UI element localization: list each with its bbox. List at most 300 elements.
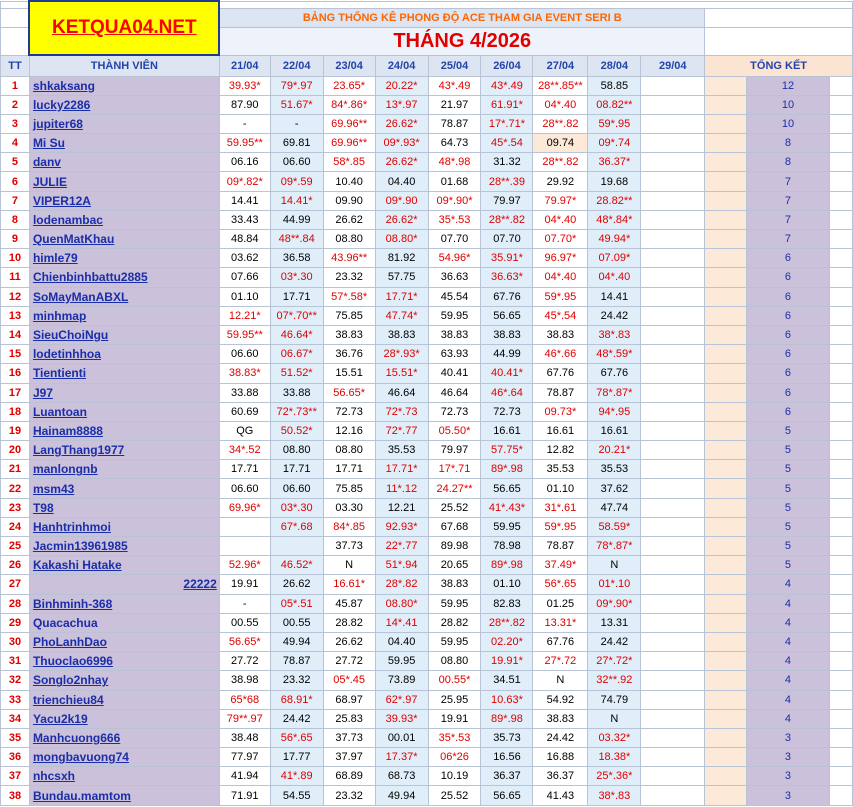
score-cell[interactable]: 26.62* xyxy=(375,153,428,172)
score-cell[interactable]: 00.01 xyxy=(375,728,428,747)
total-count[interactable]: 6 xyxy=(747,345,830,364)
total-spacer[interactable] xyxy=(705,249,747,268)
total-spacer[interactable] xyxy=(705,537,747,556)
member-name[interactable]: Chienbinhbattu2885 xyxy=(29,268,219,287)
total-count[interactable]: 8 xyxy=(747,153,830,172)
score-cell[interactable]: 21.97 xyxy=(428,95,481,114)
grid-cell[interactable] xyxy=(829,537,852,556)
score-cell[interactable]: 48.84 xyxy=(219,230,270,249)
score-cell[interactable] xyxy=(641,210,705,229)
score-cell[interactable]: 46.64 xyxy=(428,383,481,402)
score-cell[interactable]: 16.61 xyxy=(481,421,533,440)
score-cell[interactable]: 17.71 xyxy=(219,460,270,479)
score-cell[interactable]: 28**.85** xyxy=(533,76,588,95)
total-count[interactable]: 5 xyxy=(747,479,830,498)
total-spacer[interactable] xyxy=(705,556,747,575)
row-number[interactable]: 24 xyxy=(1,517,30,536)
member-name[interactable]: danv xyxy=(29,153,219,172)
member-name[interactable]: minhmap xyxy=(29,306,219,325)
row-number[interactable]: 13 xyxy=(1,306,30,325)
score-cell[interactable]: 04*.40 xyxy=(533,95,588,114)
row-number[interactable]: 22 xyxy=(1,479,30,498)
total-spacer[interactable] xyxy=(705,594,747,613)
row-number[interactable]: 2 xyxy=(1,95,30,114)
member-name[interactable]: LangThang1977 xyxy=(29,441,219,460)
score-cell[interactable]: 41*.89 xyxy=(270,767,323,786)
score-cell[interactable]: 60.69 xyxy=(219,402,270,421)
score-cell[interactable]: 61.91* xyxy=(481,95,533,114)
score-cell[interactable]: 20.22* xyxy=(375,76,428,95)
score-cell[interactable]: 72*.77 xyxy=(375,421,428,440)
member-name[interactable]: trienchieu84 xyxy=(29,690,219,709)
score-cell[interactable]: 24.42 xyxy=(270,709,323,728)
score-cell[interactable] xyxy=(641,517,705,536)
score-cell[interactable]: 04*.40 xyxy=(533,210,588,229)
score-cell[interactable]: 28**.82 xyxy=(481,210,533,229)
row-number[interactable]: 34 xyxy=(1,709,30,728)
total-count[interactable]: 7 xyxy=(747,210,830,229)
grid-cell[interactable] xyxy=(829,728,852,747)
total-spacer[interactable] xyxy=(705,748,747,767)
score-cell[interactable]: 38.83 xyxy=(481,325,533,344)
total-spacer[interactable] xyxy=(705,134,747,153)
score-cell[interactable] xyxy=(641,268,705,287)
score-cell[interactable]: N xyxy=(323,556,375,575)
score-cell[interactable] xyxy=(641,230,705,249)
score-cell[interactable] xyxy=(641,153,705,172)
total-spacer[interactable] xyxy=(705,767,747,786)
grid-cell[interactable] xyxy=(829,632,852,651)
score-cell[interactable] xyxy=(641,345,705,364)
total-spacer[interactable] xyxy=(705,728,747,747)
row-number[interactable]: 37 xyxy=(1,767,30,786)
score-cell[interactable]: 54.55 xyxy=(270,786,323,805)
score-cell[interactable]: 26.62* xyxy=(375,210,428,229)
total-spacer[interactable] xyxy=(705,345,747,364)
score-cell[interactable]: 06.60 xyxy=(219,479,270,498)
score-cell[interactable]: 43.96** xyxy=(323,249,375,268)
total-spacer[interactable] xyxy=(705,498,747,517)
score-cell[interactable]: 79.97* xyxy=(533,191,588,210)
row-number[interactable]: 7 xyxy=(1,191,30,210)
total-count[interactable]: 5 xyxy=(747,556,830,575)
total-count[interactable]: 4 xyxy=(747,709,830,728)
score-cell[interactable]: 67.68 xyxy=(428,517,481,536)
score-cell[interactable]: - xyxy=(219,594,270,613)
score-cell[interactable]: 39.93* xyxy=(375,709,428,728)
score-cell[interactable]: 51*.94 xyxy=(375,556,428,575)
grid-cell[interactable] xyxy=(829,479,852,498)
member-name[interactable]: Luantoan xyxy=(29,402,219,421)
member-name[interactable]: lucky2286 xyxy=(29,95,219,114)
score-cell[interactable]: 59.95 xyxy=(481,517,533,536)
grid-cell[interactable] xyxy=(829,460,852,479)
score-cell[interactable] xyxy=(641,498,705,517)
score-cell[interactable] xyxy=(641,556,705,575)
row-number[interactable]: 33 xyxy=(1,690,30,709)
score-cell[interactable]: 09.73* xyxy=(533,402,588,421)
score-cell[interactable]: 19.91* xyxy=(481,652,533,671)
score-cell[interactable]: 12.82 xyxy=(533,441,588,460)
score-cell[interactable] xyxy=(219,517,270,536)
total-count[interactable]: 8 xyxy=(747,134,830,153)
score-cell[interactable]: 16.61* xyxy=(323,575,375,594)
member-name[interactable]: Thuoclao6996 xyxy=(29,652,219,671)
score-cell[interactable]: 09.74 xyxy=(533,134,588,153)
total-spacer[interactable] xyxy=(705,287,747,306)
total-count[interactable]: 4 xyxy=(747,632,830,651)
score-cell[interactable]: 35*.53 xyxy=(428,728,481,747)
score-cell[interactable]: 10.19 xyxy=(428,767,481,786)
score-cell[interactable]: 48*.59* xyxy=(588,345,641,364)
score-cell[interactable]: 09*.93* xyxy=(375,134,428,153)
row-number[interactable]: 10 xyxy=(1,249,30,268)
score-cell[interactable]: 20.21* xyxy=(588,441,641,460)
score-cell[interactable] xyxy=(641,652,705,671)
score-cell[interactable]: 79.97 xyxy=(481,191,533,210)
score-cell[interactable]: 56.65 xyxy=(481,306,533,325)
member-name[interactable]: 22222 xyxy=(29,575,219,594)
row-number[interactable]: 12 xyxy=(1,287,30,306)
score-cell[interactable]: 03*.30 xyxy=(270,498,323,517)
score-cell[interactable]: 79**.97 xyxy=(219,709,270,728)
header-date-5[interactable]: 26/04 xyxy=(481,55,533,76)
grid-cell[interactable] xyxy=(705,27,853,55)
score-cell[interactable]: 36.63* xyxy=(481,268,533,287)
score-cell[interactable]: 59*.95 xyxy=(588,114,641,133)
score-cell[interactable]: 64.73 xyxy=(428,134,481,153)
score-cell[interactable]: 67.76 xyxy=(533,632,588,651)
score-cell[interactable]: 28**.82 xyxy=(533,153,588,172)
score-cell[interactable]: 33.88 xyxy=(219,383,270,402)
total-count[interactable]: 4 xyxy=(747,575,830,594)
score-cell[interactable]: 89*.98 xyxy=(481,709,533,728)
score-cell[interactable]: 09*.74 xyxy=(588,134,641,153)
total-spacer[interactable] xyxy=(705,230,747,249)
row-number[interactable]: 9 xyxy=(1,230,30,249)
score-cell[interactable]: 31.32 xyxy=(481,153,533,172)
score-cell[interactable] xyxy=(641,460,705,479)
row-number[interactable]: 29 xyxy=(1,613,30,632)
grid-cell[interactable] xyxy=(829,767,852,786)
row-number[interactable]: 21 xyxy=(1,460,30,479)
score-cell[interactable] xyxy=(641,690,705,709)
score-cell[interactable]: 56.65* xyxy=(323,383,375,402)
score-cell[interactable]: 09*.90 xyxy=(375,191,428,210)
score-cell[interactable]: 59.95** xyxy=(219,325,270,344)
score-cell[interactable]: 72*.73** xyxy=(270,402,323,421)
score-cell[interactable]: 10.63* xyxy=(481,690,533,709)
grid-cell[interactable] xyxy=(829,306,852,325)
score-cell[interactable]: 68.73 xyxy=(375,767,428,786)
member-name[interactable]: QuenMatKhau xyxy=(29,230,219,249)
grid-cell[interactable] xyxy=(829,191,852,210)
score-cell[interactable]: 04*.40 xyxy=(533,268,588,287)
score-cell[interactable]: 38.83 xyxy=(533,325,588,344)
score-cell[interactable]: 48*.98 xyxy=(428,153,481,172)
score-cell[interactable]: 78*.87* xyxy=(588,383,641,402)
member-name[interactable]: Songlo2nhay xyxy=(29,671,219,690)
score-cell[interactable] xyxy=(641,249,705,268)
score-cell[interactable]: 68.89 xyxy=(323,767,375,786)
score-cell[interactable]: 19.91 xyxy=(428,709,481,728)
score-cell[interactable] xyxy=(641,191,705,210)
total-count[interactable]: 5 xyxy=(747,498,830,517)
score-cell[interactable]: 46*.64 xyxy=(481,383,533,402)
score-cell[interactable] xyxy=(641,364,705,383)
score-cell[interactable]: 69.81 xyxy=(270,134,323,153)
score-cell[interactable]: 92.93* xyxy=(375,517,428,536)
total-spacer[interactable] xyxy=(705,268,747,287)
member-name[interactable]: Hainam8888 xyxy=(29,421,219,440)
score-cell[interactable]: QG xyxy=(219,421,270,440)
row-number[interactable]: 19 xyxy=(1,421,30,440)
score-cell[interactable]: 33.88 xyxy=(270,383,323,402)
total-count[interactable]: 4 xyxy=(747,671,830,690)
score-cell[interactable]: 17.77 xyxy=(270,748,323,767)
header-total[interactable]: TỔNG KẾT xyxy=(705,55,853,76)
score-cell[interactable]: 78.87 xyxy=(428,114,481,133)
score-cell[interactable]: 81.92 xyxy=(375,249,428,268)
score-cell[interactable]: 01.25 xyxy=(533,594,588,613)
score-cell[interactable]: 38.83 xyxy=(428,575,481,594)
score-cell[interactable]: 23.32 xyxy=(270,671,323,690)
score-cell[interactable]: 17.71* xyxy=(375,287,428,306)
score-cell[interactable] xyxy=(641,767,705,786)
score-cell[interactable]: 48**.84 xyxy=(270,230,323,249)
score-cell[interactable]: 28*.82 xyxy=(375,575,428,594)
score-cell[interactable]: 56.65 xyxy=(481,479,533,498)
row-number[interactable]: 3 xyxy=(1,114,30,133)
score-cell[interactable]: 22*.77 xyxy=(375,537,428,556)
member-name[interactable]: Tientienti xyxy=(29,364,219,383)
score-cell[interactable]: 35.73 xyxy=(481,728,533,747)
score-cell[interactable]: 13.31 xyxy=(588,613,641,632)
grid-cell[interactable] xyxy=(829,652,852,671)
member-name[interactable]: lodetinhhoa xyxy=(29,345,219,364)
grid-cell[interactable] xyxy=(829,441,852,460)
score-cell[interactable] xyxy=(641,594,705,613)
score-cell[interactable]: 07.70 xyxy=(481,230,533,249)
total-spacer[interactable] xyxy=(705,786,747,805)
header-date-8[interactable]: 29/04 xyxy=(641,55,705,76)
row-number[interactable]: 28 xyxy=(1,594,30,613)
score-cell[interactable]: 06.67* xyxy=(270,345,323,364)
member-name[interactable]: JULIE xyxy=(29,172,219,191)
score-cell[interactable]: 50.52* xyxy=(270,421,323,440)
score-cell[interactable]: 47.74* xyxy=(375,306,428,325)
score-cell[interactable]: 38.83 xyxy=(533,709,588,728)
score-cell[interactable]: 19.91 xyxy=(219,575,270,594)
score-cell[interactable]: 68.97 xyxy=(323,690,375,709)
score-cell[interactable]: 23.32 xyxy=(323,268,375,287)
total-count[interactable]: 7 xyxy=(747,191,830,210)
score-cell[interactable]: 46*.66 xyxy=(533,345,588,364)
score-cell[interactable]: 72.73 xyxy=(323,402,375,421)
score-cell[interactable]: 84*.85 xyxy=(323,517,375,536)
total-count[interactable]: 4 xyxy=(747,613,830,632)
score-cell[interactable]: 13.31* xyxy=(533,613,588,632)
score-cell[interactable]: 69.96* xyxy=(219,498,270,517)
row-number[interactable]: 11 xyxy=(1,268,30,287)
score-cell[interactable]: 36.63 xyxy=(428,268,481,287)
score-cell[interactable]: 02.20* xyxy=(481,632,533,651)
total-spacer[interactable] xyxy=(705,517,747,536)
grid-cell[interactable] xyxy=(829,690,852,709)
member-name[interactable]: jupiter68 xyxy=(29,114,219,133)
score-cell[interactable] xyxy=(641,613,705,632)
score-cell[interactable]: 28**.39 xyxy=(481,172,533,191)
member-name[interactable]: lodenambac xyxy=(29,210,219,229)
grid-cell[interactable] xyxy=(829,517,852,536)
grid-cell[interactable] xyxy=(829,671,852,690)
grid-cell[interactable] xyxy=(829,498,852,517)
member-name[interactable]: Manhcuong666 xyxy=(29,728,219,747)
score-cell[interactable]: 03.62 xyxy=(219,249,270,268)
total-spacer[interactable] xyxy=(705,632,747,651)
score-cell[interactable]: 04.40 xyxy=(375,632,428,651)
score-cell[interactable]: 58.85 xyxy=(588,76,641,95)
row-number[interactable]: 5 xyxy=(1,153,30,172)
total-spacer[interactable] xyxy=(705,325,747,344)
score-cell[interactable] xyxy=(641,134,705,153)
score-cell[interactable]: 73.89 xyxy=(375,671,428,690)
score-cell[interactable]: 03.32* xyxy=(588,728,641,747)
score-cell[interactable] xyxy=(641,671,705,690)
score-cell[interactable]: 67.76 xyxy=(588,364,641,383)
score-cell[interactable]: 44.99 xyxy=(481,345,533,364)
score-cell[interactable]: 79.97 xyxy=(428,441,481,460)
score-cell[interactable]: 15.51 xyxy=(323,364,375,383)
header-date-2[interactable]: 23/04 xyxy=(323,55,375,76)
total-count[interactable]: 7 xyxy=(747,230,830,249)
total-spacer[interactable] xyxy=(705,652,747,671)
score-cell[interactable]: 71.91 xyxy=(219,786,270,805)
score-cell[interactable]: N xyxy=(533,671,588,690)
total-count[interactable]: 10 xyxy=(747,114,830,133)
score-cell[interactable]: 23.65* xyxy=(323,76,375,95)
header-date-6[interactable]: 27/04 xyxy=(533,55,588,76)
score-cell[interactable]: 27.72 xyxy=(323,652,375,671)
score-cell[interactable]: 08.82** xyxy=(588,95,641,114)
score-cell[interactable]: 84*.86* xyxy=(323,95,375,114)
score-cell[interactable]: 17.71* xyxy=(375,460,428,479)
score-cell[interactable]: 14*.41 xyxy=(375,613,428,632)
member-name[interactable]: SieuChoiNgu xyxy=(29,325,219,344)
row-number[interactable]: 18 xyxy=(1,402,30,421)
score-cell[interactable]: 67*.68 xyxy=(270,517,323,536)
score-cell[interactable]: 14.41 xyxy=(588,287,641,306)
score-cell[interactable]: 17*.71 xyxy=(428,460,481,479)
score-cell[interactable]: 08.80* xyxy=(375,594,428,613)
total-spacer[interactable] xyxy=(705,95,747,114)
score-cell[interactable] xyxy=(641,709,705,728)
score-cell[interactable] xyxy=(641,114,705,133)
score-cell[interactable]: 41.43 xyxy=(533,786,588,805)
score-cell[interactable]: 16.56 xyxy=(481,748,533,767)
total-spacer[interactable] xyxy=(705,153,747,172)
score-cell[interactable]: 25*.36* xyxy=(588,767,641,786)
score-cell[interactable] xyxy=(641,786,705,805)
total-spacer[interactable] xyxy=(705,383,747,402)
score-cell[interactable]: 28**.82 xyxy=(533,114,588,133)
score-cell[interactable]: 37.73 xyxy=(323,537,375,556)
score-cell[interactable]: 27*.72 xyxy=(533,652,588,671)
score-cell[interactable]: 08.80 xyxy=(323,230,375,249)
total-count[interactable]: 6 xyxy=(747,306,830,325)
score-cell[interactable]: 11*.12 xyxy=(375,479,428,498)
score-cell[interactable]: 25.52 xyxy=(428,498,481,517)
score-cell[interactable]: 96.97* xyxy=(533,249,588,268)
score-cell[interactable]: 06.60 xyxy=(270,153,323,172)
member-name[interactable]: VIPER12A xyxy=(29,191,219,210)
row-number[interactable]: 6 xyxy=(1,172,30,191)
score-cell[interactable]: 24.42 xyxy=(588,632,641,651)
score-cell[interactable]: 45*.54 xyxy=(533,306,588,325)
score-cell[interactable]: 09*.82* xyxy=(219,172,270,191)
row-number[interactable]: 23 xyxy=(1,498,30,517)
score-cell[interactable]: 56.65* xyxy=(219,632,270,651)
header-date-4[interactable]: 25/04 xyxy=(428,55,481,76)
total-spacer[interactable] xyxy=(705,114,747,133)
score-cell[interactable]: 26.62* xyxy=(375,114,428,133)
row-number[interactable]: 16 xyxy=(1,364,30,383)
row-number[interactable]: 31 xyxy=(1,652,30,671)
score-cell[interactable]: 56*.65 xyxy=(270,728,323,747)
score-cell[interactable]: 26.62 xyxy=(323,632,375,651)
score-cell[interactable]: 34.51 xyxy=(481,671,533,690)
score-cell[interactable] xyxy=(641,325,705,344)
score-cell[interactable]: 89.98 xyxy=(428,537,481,556)
total-count[interactable]: 5 xyxy=(747,517,830,536)
month-title[interactable]: THÁNG 4/2026 xyxy=(219,27,704,55)
score-cell[interactable]: 36.76 xyxy=(323,345,375,364)
score-cell[interactable]: 38.83 xyxy=(428,325,481,344)
score-cell[interactable]: 58*.85 xyxy=(323,153,375,172)
score-cell[interactable]: 25.83 xyxy=(323,709,375,728)
score-cell[interactable]: 59*.95 xyxy=(533,287,588,306)
grid-cell[interactable] xyxy=(829,345,852,364)
score-cell[interactable]: 06.60 xyxy=(219,345,270,364)
score-cell[interactable]: 40.41* xyxy=(481,364,533,383)
score-cell[interactable]: 04.40 xyxy=(375,172,428,191)
grid-cell[interactable] xyxy=(829,748,852,767)
score-cell[interactable]: 09*.90* xyxy=(428,191,481,210)
score-cell[interactable]: 20.65 xyxy=(428,556,481,575)
score-cell[interactable]: 07.70 xyxy=(428,230,481,249)
score-cell[interactable]: 14.41* xyxy=(270,191,323,210)
score-cell[interactable]: 25.95 xyxy=(428,690,481,709)
score-cell[interactable] xyxy=(641,441,705,460)
score-cell[interactable]: 65*68 xyxy=(219,690,270,709)
score-cell[interactable]: 29.92 xyxy=(533,172,588,191)
row-number[interactable]: 30 xyxy=(1,632,30,651)
total-count[interactable]: 12 xyxy=(747,76,830,95)
score-cell[interactable] xyxy=(641,421,705,440)
score-cell[interactable] xyxy=(641,575,705,594)
member-name[interactable]: nhcsxh xyxy=(29,767,219,786)
score-cell[interactable]: 07.70* xyxy=(533,230,588,249)
grid-cell[interactable] xyxy=(829,249,852,268)
score-cell[interactable]: 51.67* xyxy=(270,95,323,114)
score-cell[interactable] xyxy=(270,537,323,556)
score-cell[interactable]: 01.10 xyxy=(481,575,533,594)
score-cell[interactable]: 74.79 xyxy=(588,690,641,709)
row-number[interactable]: 36 xyxy=(1,748,30,767)
row-number[interactable]: 17 xyxy=(1,383,30,402)
total-count[interactable]: 3 xyxy=(747,728,830,747)
score-cell[interactable]: 03*.30 xyxy=(270,268,323,287)
